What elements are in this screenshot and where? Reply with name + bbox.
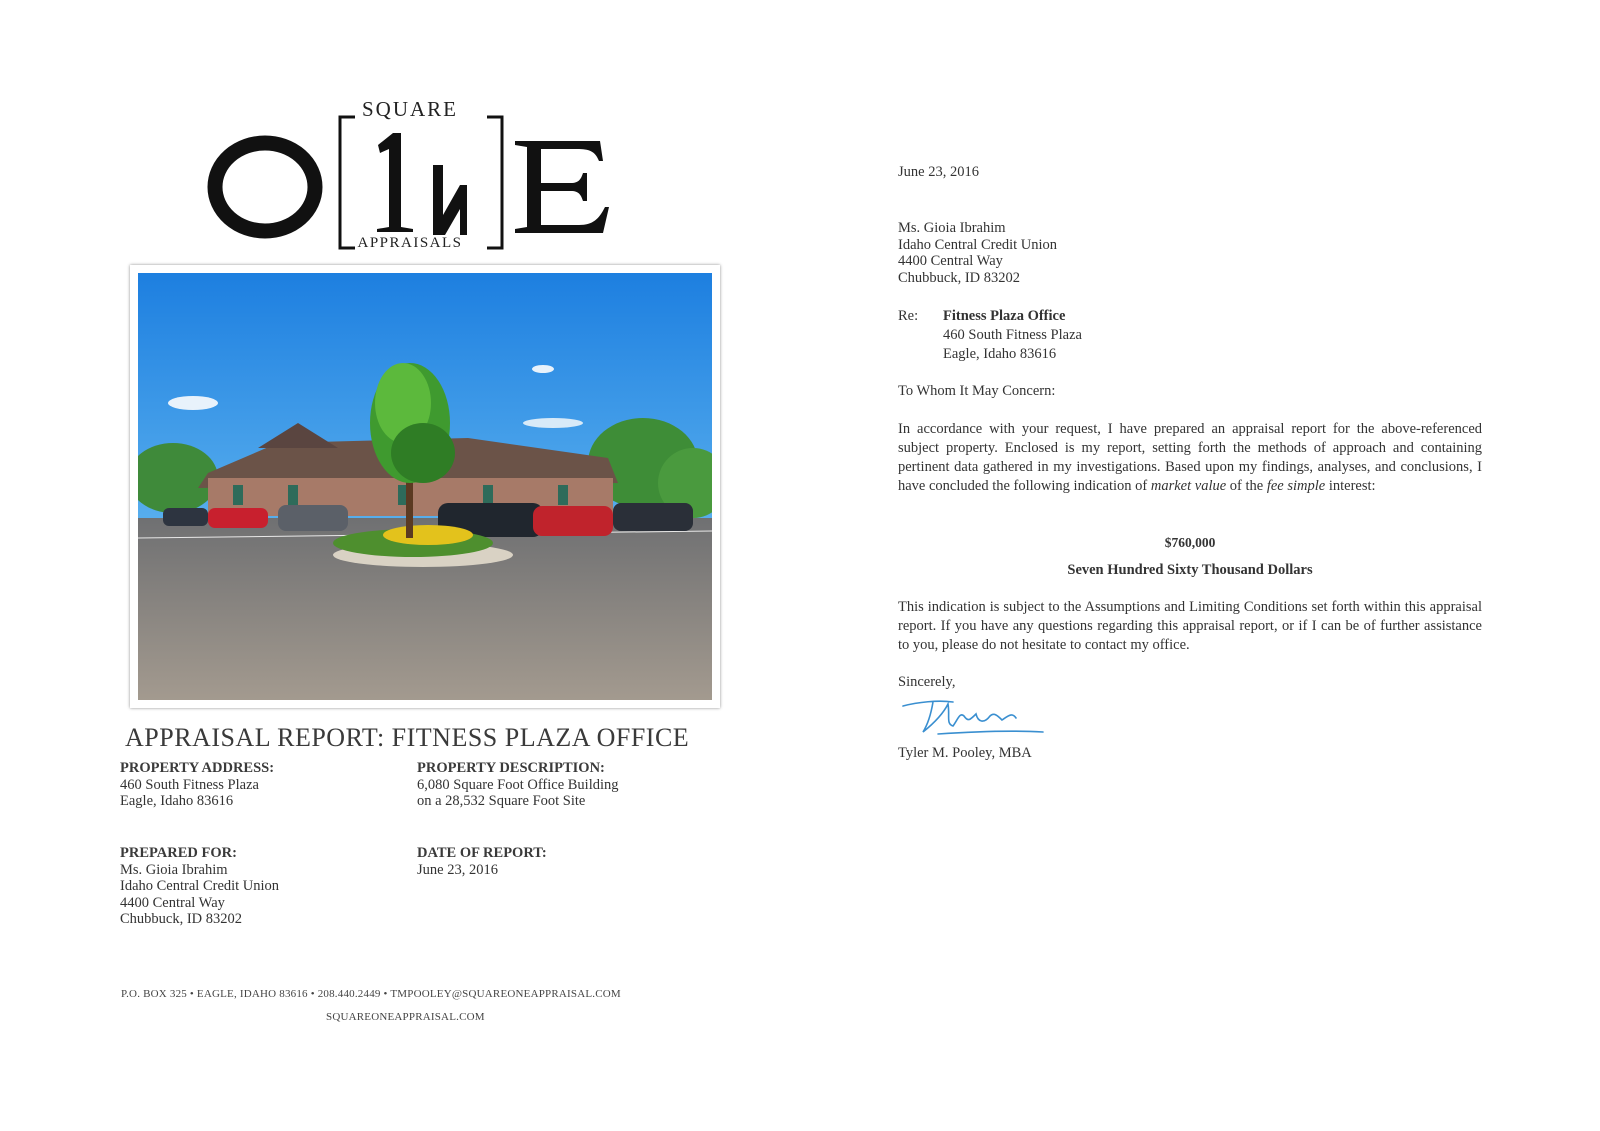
signature-image [898, 694, 1048, 744]
recipient-line: Idaho Central Credit Union [898, 236, 1058, 253]
property-address-line: 460 South Fitness Plaza [120, 776, 259, 793]
prepared-for-line: Idaho Central Credit Union [120, 878, 280, 894]
date-of-report-block [417, 845, 547, 878]
prepared-for-label: PREPARED FOR: [120, 845, 237, 861]
re-label: Re: [898, 308, 919, 324]
re-line: Eagle, Idaho 83616 [943, 346, 1057, 362]
footer-contact-line: P.O. BOX 325 • EAGLE, IDAHO 83616 • 208.440.2449 • TMPOOLEY@SQUAREONEAPPRAISAL.COM [121, 988, 621, 1000]
recipient-line: Chubbuck, ID 83202 [898, 269, 1021, 286]
re-line: 460 South Fitness Plaza [943, 327, 1082, 343]
date-of-report-value: June 23, 2016 [417, 861, 498, 878]
letter-body-paragraph [898, 420, 1482, 496]
salutation: To Whom It May Concern: [898, 383, 1056, 399]
property-photo-frame [130, 265, 720, 708]
recipient-line: Ms. Gioia Ibrahim [898, 220, 1006, 236]
prepared-for-line: Chubbuck, ID 83202 [120, 911, 243, 927]
re-block [943, 307, 1082, 364]
property-address-line: Eagle, Idaho 83616 [120, 793, 234, 809]
property-description-label: PROPERTY DESCRIPTION: [417, 760, 605, 776]
appraised-value: $760,000 [1164, 535, 1216, 550]
body-text: of the [1226, 478, 1267, 494]
prepared-for-line: 4400 Central Way [120, 894, 225, 911]
letter-date: June 23, 2016 [898, 164, 979, 180]
closing: Sincerely, [898, 674, 956, 690]
property-description-block [417, 760, 619, 810]
signer-name: Tyler M. Pooley, MBA [898, 745, 1032, 761]
property-description-line: 6,080 Square Foot Office Building [417, 776, 619, 793]
company-logo [205, 95, 615, 255]
date-of-report-label: DATE OF REPORT: [417, 845, 547, 861]
letter-recipient [898, 220, 1057, 286]
logo-top-text: SQUARE [361, 97, 458, 121]
body-text: interest: [1325, 478, 1376, 494]
property-address-block [120, 760, 274, 810]
appraised-value-words: Seven Hundred Sixty Thousand Dollars [1067, 562, 1313, 578]
logo-bottom-text: APPRAISALS [357, 235, 463, 251]
body-italic-fee-simple: fee simple [1266, 478, 1326, 494]
logo-mark [205, 105, 615, 255]
property-address-label: PROPERTY ADDRESS: [120, 760, 275, 776]
prepared-for-line: Ms. Gioia Ibrahim [120, 861, 228, 878]
recipient-line: 4400 Central Way [898, 253, 1003, 269]
body-italic-market-value: market value [1150, 478, 1227, 494]
property-description-line: on a 28,532 Square Foot Site [417, 793, 586, 809]
re-title: Fitness Plaza Office [943, 308, 1066, 324]
letter-closing-paragraph: This indication is subject to the Assumptions and Limiting Conditions set forth within this appraisal report. If you have any questions regarding this appraisal report, or if I can be of further assistance to you, please do not hesitate to contact my office. [898, 599, 1482, 653]
prepared-for-block [120, 845, 279, 928]
footer-website: SQUAREONEAPPRAISAL.COM [326, 1011, 485, 1023]
body-text: In accordance with your request, I have prepared an appraisal report for the above-referenced subject property. Enclosed is my report, setting forth the methods of approach and containing pertinent data gathered in my investigations. Based upon my findings, analyses, and conclusions, I have concluded the following indication of [898, 421, 1482, 494]
report-title: APPRAISAL REPORT: FITNESS PLAZA OFFICE [125, 723, 690, 752]
property-photo [138, 273, 712, 700]
